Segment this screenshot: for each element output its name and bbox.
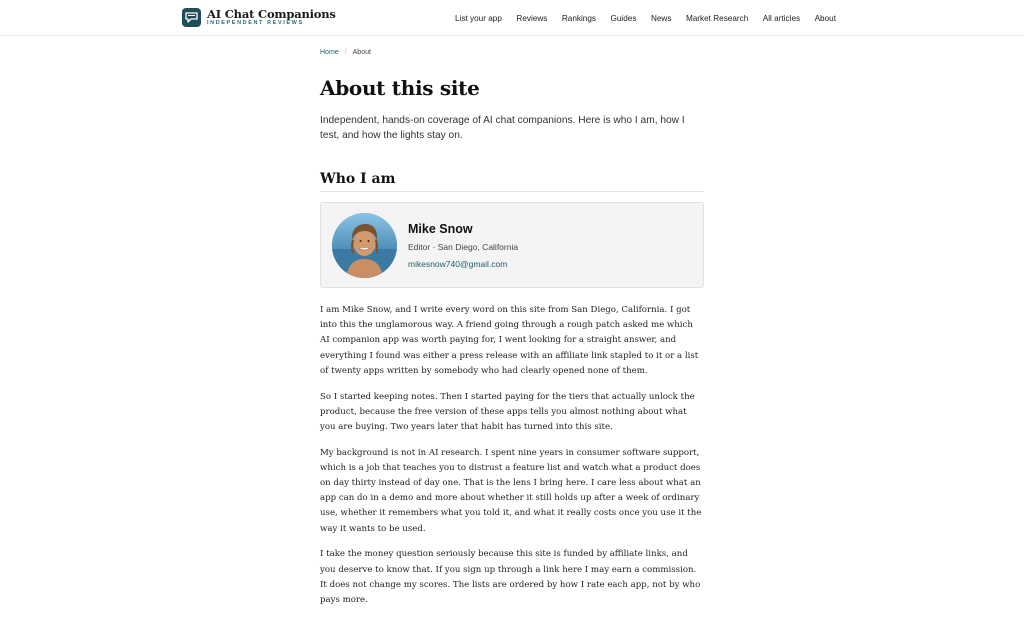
nav-reviews[interactable]: Reviews xyxy=(516,13,548,23)
site-header xyxy=(0,0,1024,36)
section-title-who: Who I am xyxy=(320,171,704,192)
author-card xyxy=(320,202,704,288)
avatar xyxy=(332,213,397,278)
page-lede: Independent, hands-on coverage of AI chat companions. Here is who I am, how I test, and how the lights stay on. xyxy=(320,115,685,141)
author-role: Editor · San Diego, California xyxy=(408,242,519,252)
nav-market-research[interactable]: Market Research xyxy=(685,13,749,23)
nav-all-articles[interactable]: All articles xyxy=(762,13,801,23)
site-logo[interactable] xyxy=(182,8,336,27)
about-body xyxy=(320,303,704,608)
paragraph: I take the money question seriously because this site is funded by affiliate links, and you deserve to know that. If you sign up through a link here I may earn a commission. It does not change my scores. The lists are ordered by how I rate each app, not by who pays more. xyxy=(320,549,701,605)
main-nav xyxy=(441,0,836,36)
main-content xyxy=(320,36,704,619)
nav-news[interactable]: News xyxy=(650,13,672,23)
breadcrumb xyxy=(320,49,704,56)
nav-guides[interactable]: Guides xyxy=(610,13,637,23)
author-name: Mike Snow xyxy=(408,222,473,236)
page-title: About this site xyxy=(320,76,480,100)
breadcrumb-home[interactable]: Home xyxy=(320,49,339,56)
paragraph: My background is not in AI research. I spent nine years in consumer software support, which is a job that teaches you to distrust a feature list and watch what a product does on day thirty instead of day one. That is the lens I bring here. I care less about what an app can do in a demo and more about whether it still holds up after a week of ordinary use, whether it remembers what you told it, and what it really costs once you use it the way it wants to be used. xyxy=(320,447,702,534)
logo-title: AI Chat Companions xyxy=(207,7,336,21)
nav-rankings[interactable]: Rankings xyxy=(561,13,596,23)
paragraph: I am Mike Snow, and I write every word on this site from San Diego, California. I got into this the unglamorous way. A friend going through a rough patch asked me which AI companion app was worth paying for, I went looking for a straight answer, and everything I found was either a press release with an affiliate link stapled to it or a list of twenty apps written by somebody who had clearly opened none of them. xyxy=(320,305,699,376)
paragraph: So I started keeping notes. Then I started paying for the tiers that actually unlock the product, because the free version of these apps tells you almost nothing about what you are buying. Two years later that habit has turned into this site. xyxy=(320,391,695,432)
logo-subtitle: INDEPENDENT REVIEWS xyxy=(207,20,304,26)
nav-list-your-app[interactable]: List your app xyxy=(455,13,502,23)
nav-about[interactable]: About xyxy=(814,13,836,23)
breadcrumb-separator: / xyxy=(344,49,347,56)
author-email-link[interactable]: mikesnow740@gmail.com xyxy=(408,259,508,269)
breadcrumb-current: About xyxy=(352,49,371,56)
chat-bubble-icon xyxy=(182,8,201,27)
